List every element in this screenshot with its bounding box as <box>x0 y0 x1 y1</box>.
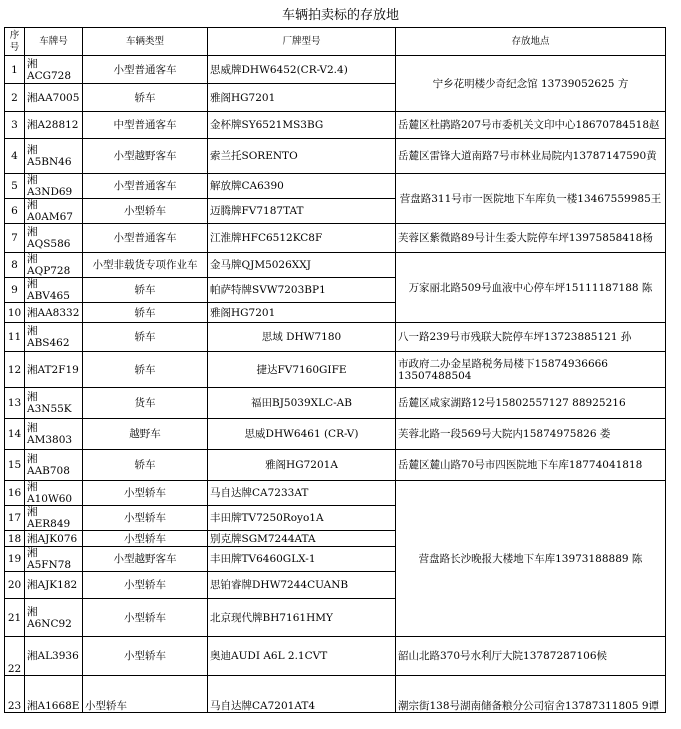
cell-model: 思铂睿牌DHW7244CUANB <box>208 572 396 599</box>
cell-plate: 湘A3N55K <box>25 388 83 419</box>
cell-no: 16 <box>5 481 25 506</box>
cell-no: 17 <box>5 506 25 531</box>
cell-model: 福田BJ5039XLC-AB <box>208 388 396 419</box>
cell-location: 韶山北路370号水利厅大院13787287106候 <box>396 637 666 676</box>
cell-location: 岳麓区雷锋大道南路7号市林业局院内13787147590黄 <box>396 139 666 174</box>
cell-plate: 湘AJK076 <box>25 531 83 547</box>
cell-no: 15 <box>5 450 25 481</box>
cell-no: 4 <box>5 139 25 174</box>
cell-model: 金杯牌SY6521MS3BG <box>208 112 396 139</box>
cell-no: 1 <box>5 56 25 84</box>
cell-type: 小型轿车 <box>83 481 208 506</box>
cell-type: 轿车 <box>83 352 208 388</box>
cell-location: 岳麓区杜鹃路207号市委机关文印中心18670784518赵 <box>396 112 666 139</box>
cell-model: 思威牌DHW6452(CR-V2.4) <box>208 56 396 84</box>
cell-plate: 湘ABS462 <box>25 323 83 352</box>
cell-plate: 湘A10W60 <box>25 481 83 506</box>
table-row <box>5 637 666 676</box>
cell-plate: 湘AQS586 <box>25 224 83 253</box>
cell-model: 金马牌QJM5026XXJ <box>208 253 396 278</box>
vehicle-table <box>4 27 666 713</box>
cell-type: 小型越野客车 <box>83 139 208 174</box>
cell-location: 市政府二办金星路税务局楼下15874936666 13507488504 <box>396 352 666 388</box>
cell-type: 轿车 <box>83 323 208 352</box>
cell-no: 9 <box>5 278 25 303</box>
cell-type: 小型越野客车 <box>83 547 208 572</box>
cell-no: 5 <box>5 174 25 199</box>
cell-no: 7 <box>5 224 25 253</box>
table-row <box>5 388 666 419</box>
cell-no: 19 <box>5 547 25 572</box>
table-row <box>5 481 666 506</box>
table-row <box>5 139 666 174</box>
cell-type: 轿车 <box>83 303 208 323</box>
cell-model: 雅阁HG7201 <box>208 303 396 323</box>
cell-plate: 湘A1668E <box>25 676 83 713</box>
cell-plate: 湘AM3803 <box>25 419 83 450</box>
cell-no: 2 <box>5 84 25 112</box>
cell-model: 雅阁HG7201A <box>208 450 396 481</box>
cell-model: 北京现代牌BH7161HMY <box>208 599 396 637</box>
cell-type: 轿车 <box>83 278 208 303</box>
cell-type: 小型普通客车 <box>83 224 208 253</box>
page-title: 车辆拍卖标的存放地 <box>281 8 399 23</box>
cell-no: 13 <box>5 388 25 419</box>
cell-no: 22 <box>5 637 25 676</box>
cell-plate: 湘AJK182 <box>25 572 83 599</box>
cell-plate: 湘AA7005 <box>25 84 83 112</box>
cell-model: 思威DHW6461 (CR-V) <box>208 419 396 450</box>
header-plate: 车牌号 <box>25 28 83 56</box>
cell-type: 货车 <box>83 388 208 419</box>
cell-type: 小型非载货专项作业车 <box>83 253 208 278</box>
cell-location: 八一路239号市残联大院停车坪13723885121 孙 <box>396 323 666 352</box>
table-row <box>5 676 666 713</box>
cell-model: 马自达牌CA7201AT4 <box>208 676 396 713</box>
cell-plate: 湘ACG728 <box>25 56 83 84</box>
table-row <box>5 112 666 139</box>
cell-plate: 湘A5BN46 <box>25 139 83 174</box>
cell-type: 轿车 <box>83 84 208 112</box>
cell-plate: 湘AA8332 <box>25 303 83 323</box>
cell-no: 23 <box>5 676 25 713</box>
cell-location: 岳麓区麓山路70号市四医院地下车库18774041818 <box>396 450 666 481</box>
cell-plate: 湘A5FN78 <box>25 547 83 572</box>
cell-location: 潮宗街138号湖南储备粮分公司宿舍13787311805 9谭 <box>396 676 666 713</box>
cell-type: 小型轿车 <box>83 637 208 676</box>
cell-no: 21 <box>5 599 25 637</box>
table-row <box>5 450 666 481</box>
table-row <box>5 56 666 84</box>
cell-plate: 湘AT2F19 <box>25 352 83 388</box>
cell-plate: 湘A0AM67 <box>25 199 83 224</box>
header-model: 厂牌型号 <box>208 28 396 56</box>
cell-type: 轿车 <box>83 450 208 481</box>
cell-plate: 湘A6NC92 <box>25 599 83 637</box>
cell-model: 别克牌SGM7244ATA <box>208 531 396 547</box>
cell-type: 小型轿车 <box>83 531 208 547</box>
table-row <box>5 253 666 278</box>
cell-type: 小型普通客车 <box>83 174 208 199</box>
header-location: 存放地点 <box>396 28 666 56</box>
cell-type: 中型普通客车 <box>83 112 208 139</box>
table-header-row <box>5 28 666 56</box>
cell-no: 10 <box>5 303 25 323</box>
cell-location: 营盘路311号市一医院地下车库负一楼13467559985王 <box>396 174 666 224</box>
header-no: 序号 <box>5 28 25 56</box>
cell-location: 万家丽北路509号血液中心停车坪15111187188 陈 <box>396 253 666 323</box>
cell-location: 岳麓区咸家湖路12号15802557127 88925216 <box>396 388 666 419</box>
cell-model: 江淮牌HFC6512KC8F <box>208 224 396 253</box>
cell-type: 小型轿车 <box>83 506 208 531</box>
cell-model: 奥迪AUDI A6L 2.1CVT <box>208 637 396 676</box>
cell-model: 丰田牌TV7250Royo1A <box>208 506 396 531</box>
cell-no: 11 <box>5 323 25 352</box>
cell-no: 20 <box>5 572 25 599</box>
table-row <box>5 352 666 388</box>
cell-type: 小型轿车 <box>83 199 208 224</box>
cell-no: 12 <box>5 352 25 388</box>
cell-plate: 湘AL3936 <box>25 637 83 676</box>
cell-no: 18 <box>5 531 25 547</box>
cell-type: 小型轿车 <box>83 599 208 637</box>
cell-location: 营盘路长沙晚报大楼地下车库13973188889 陈 <box>396 481 666 637</box>
cell-no: 14 <box>5 419 25 450</box>
table-row <box>5 174 666 199</box>
cell-model: 解放牌CA6390 <box>208 174 396 199</box>
cell-model: 丰田牌TV6460GLX-1 <box>208 547 396 572</box>
cell-plate: 湘AQP728 <box>25 253 83 278</box>
cell-location: 芙蓉区紫微路89号计生委大院停车坪13975858418杨 <box>396 224 666 253</box>
cell-type: 小型轿车 <box>83 676 208 713</box>
cell-no: 3 <box>5 112 25 139</box>
cell-no: 6 <box>5 199 25 224</box>
cell-location: 芙蓉北路一段569号大院内15874975826 娄 <box>396 419 666 450</box>
cell-model: 迈腾牌FV7187TAT <box>208 199 396 224</box>
cell-no: 8 <box>5 253 25 278</box>
cell-model: 索兰托SORENTO <box>208 139 396 174</box>
cell-plate: 湘A3ND69 <box>25 174 83 199</box>
table-row <box>5 224 666 253</box>
cell-model: 马自达牌CA7233AT <box>208 481 396 506</box>
table-row <box>5 323 666 352</box>
cell-type: 小型普通客车 <box>83 56 208 84</box>
cell-model: 帕萨特牌SVW7203BP1 <box>208 278 396 303</box>
cell-model: 思域 DHW7180 <box>208 323 396 352</box>
cell-plate: 湘AER849 <box>25 506 83 531</box>
cell-plate: 湘A28812 <box>25 112 83 139</box>
cell-plate: 湘ABV465 <box>25 278 83 303</box>
cell-location: 宁乡花明楼少奇纪念馆 13739052625 方 <box>396 56 666 112</box>
header-type: 车辆类型 <box>83 28 208 56</box>
cell-model: 捷达FV7160GIFE <box>208 352 396 388</box>
cell-type: 小型轿车 <box>83 572 208 599</box>
cell-plate: 湘AAB708 <box>25 450 83 481</box>
table-row <box>5 419 666 450</box>
cell-type: 越野车 <box>83 419 208 450</box>
cell-model: 雅阁HG7201 <box>208 84 396 112</box>
